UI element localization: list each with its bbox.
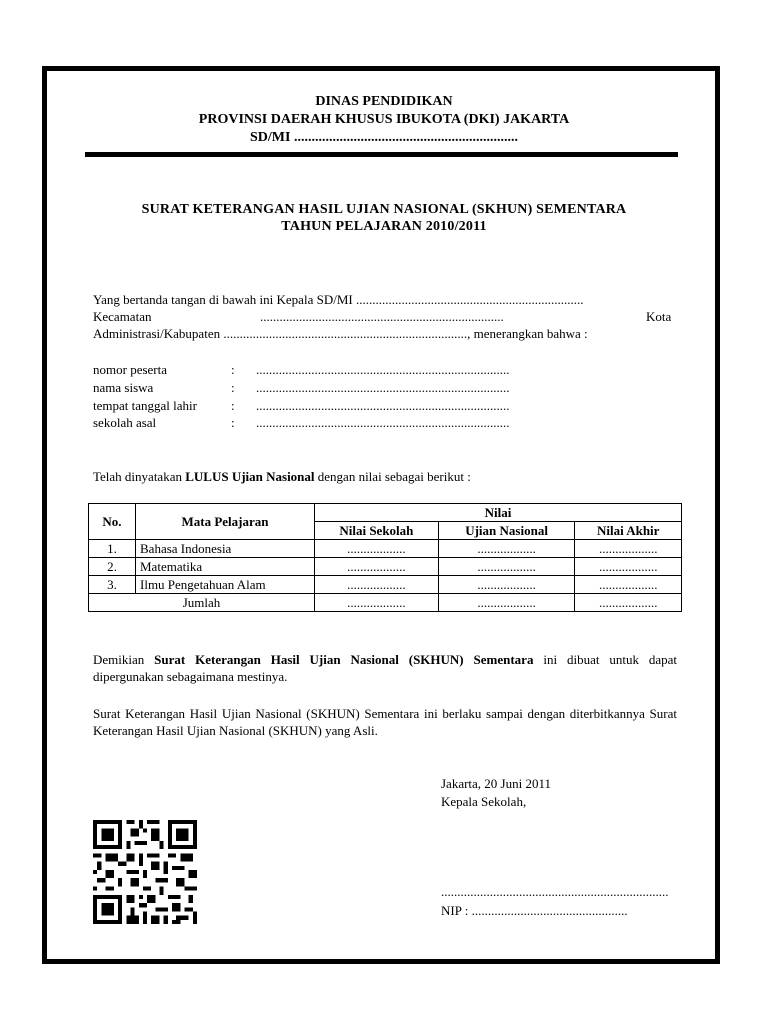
col-no: No.	[89, 504, 136, 540]
grades-table	[88, 503, 682, 612]
field-sep-sekolah: :	[231, 415, 235, 430]
field-label-ttl: tempat tanggal lahir	[93, 398, 197, 413]
row-no: 2.	[89, 558, 136, 576]
closing-p1-bold: Surat Keterangan Hasil Ujian Nasional (SKHUN) Sementara	[154, 652, 534, 667]
table-row	[89, 576, 682, 594]
signature-role: Kepala Sekolah,	[441, 794, 527, 809]
row-un: ..................	[438, 540, 575, 558]
field-sep-nomor: :	[231, 362, 235, 377]
kecamatan-label: Kecamatan	[93, 309, 152, 324]
total-un: ..................	[438, 594, 575, 612]
graduation-statement	[93, 468, 471, 485]
closing-p1-pre: Demikian	[93, 652, 155, 667]
field-value-ttl: ..............................................................................	[256, 398, 510, 413]
signature-nip: NIP : ................................................	[441, 903, 628, 918]
intro-line-1: Yang bertanda tangan di bawah ini Kepala SD/MI ......................................................................	[93, 292, 584, 307]
row-mapel: Ilmu Pengetahuan Alam	[136, 576, 315, 594]
header-agency: DINAS PENDIDIKAN	[315, 94, 453, 109]
row-sekolah: ..................	[315, 576, 439, 594]
row-akhir: ..................	[575, 576, 682, 594]
field-value-nama: ..............................................................................	[256, 380, 510, 395]
field-label-nomor: nomor peserta	[93, 362, 168, 377]
row-un: ..................	[438, 558, 575, 576]
col-nilai-sekolah: Nilai Sekolah	[315, 522, 439, 540]
statement-pre: Telah dinyatakan	[93, 469, 186, 484]
menerangkan-text: , menerangkan bahwa :	[467, 326, 588, 341]
signature-name-line: ......................................................................	[441, 884, 669, 899]
document-subtitle: TAHUN PELAJARAN 2010/2011	[281, 219, 487, 234]
row-no: 1.	[89, 540, 136, 558]
total-akhir: ..................	[575, 594, 682, 612]
document-title: SURAT KETERANGAN HASIL UJIAN NASIONAL (SKHUN) SEMENTARA	[141, 202, 627, 217]
col-nilai-akhir: Nilai Akhir	[575, 522, 682, 540]
kabupaten-text: Administrasi/Kabupaten ...........................................................................	[93, 326, 468, 341]
col-mapel: Mata Pelajaran	[136, 504, 315, 540]
total-label: Jumlah	[89, 594, 315, 612]
intro-line-3	[93, 325, 588, 342]
row-sekolah: ..................	[315, 540, 439, 558]
signature-place-date: Jakarta, 20 Juni 2011	[441, 776, 551, 791]
col-nilai: Nilai	[315, 504, 682, 522]
row-un: ..................	[438, 576, 575, 594]
row-mapel: Bahasa Indonesia	[136, 540, 315, 558]
field-value-sekolah: ..............................................................................	[256, 415, 510, 430]
field-sep-nama: :	[231, 380, 235, 395]
row-akhir: ..................	[575, 540, 682, 558]
row-no: 3.	[89, 576, 136, 594]
statement-post: dengan nilai sebagai berikut :	[314, 469, 471, 484]
closing-p1-post: ini dibuat untuk dapat dipergunakan sebagaimana mestinya.	[93, 652, 677, 684]
kecamatan-dots: ...........................................................................	[260, 309, 504, 324]
field-label-nama: nama siswa	[93, 380, 154, 395]
table-total-row	[89, 594, 682, 612]
field-sep-ttl: :	[231, 398, 235, 413]
table-row	[89, 558, 682, 576]
field-label-sekolah: sekolah asal	[93, 415, 157, 430]
statement-bold: LULUS Ujian Nasional	[185, 469, 315, 484]
col-ujian-nasional: Ujian Nasional	[438, 522, 575, 540]
total-sekolah: ..................	[315, 594, 439, 612]
table-row	[89, 540, 682, 558]
qr-code-icon	[93, 820, 197, 924]
header-school: SD/MI ................................................................	[250, 130, 518, 145]
closing-paragraph-1	[93, 651, 677, 685]
closing-paragraph-2: Surat Keterangan Hasil Ujian Nasional (SKHUN) Sementara ini berlaku sampai dengan diterbitkannya Surat Keterangan Hasil Ujian Nasional (SKHUN) yang Asli.	[93, 706, 677, 738]
row-mapel: Matematika	[136, 558, 315, 576]
kota-label: Kota	[646, 309, 672, 324]
row-sekolah: ..................	[315, 558, 439, 576]
row-akhir: ..................	[575, 558, 682, 576]
header-province: PROVINSI DAERAH KHUSUS IBUKOTA (DKI) JAKARTA	[198, 112, 570, 127]
field-value-nomor: ..............................................................................	[256, 362, 510, 377]
header-rule	[85, 152, 678, 157]
